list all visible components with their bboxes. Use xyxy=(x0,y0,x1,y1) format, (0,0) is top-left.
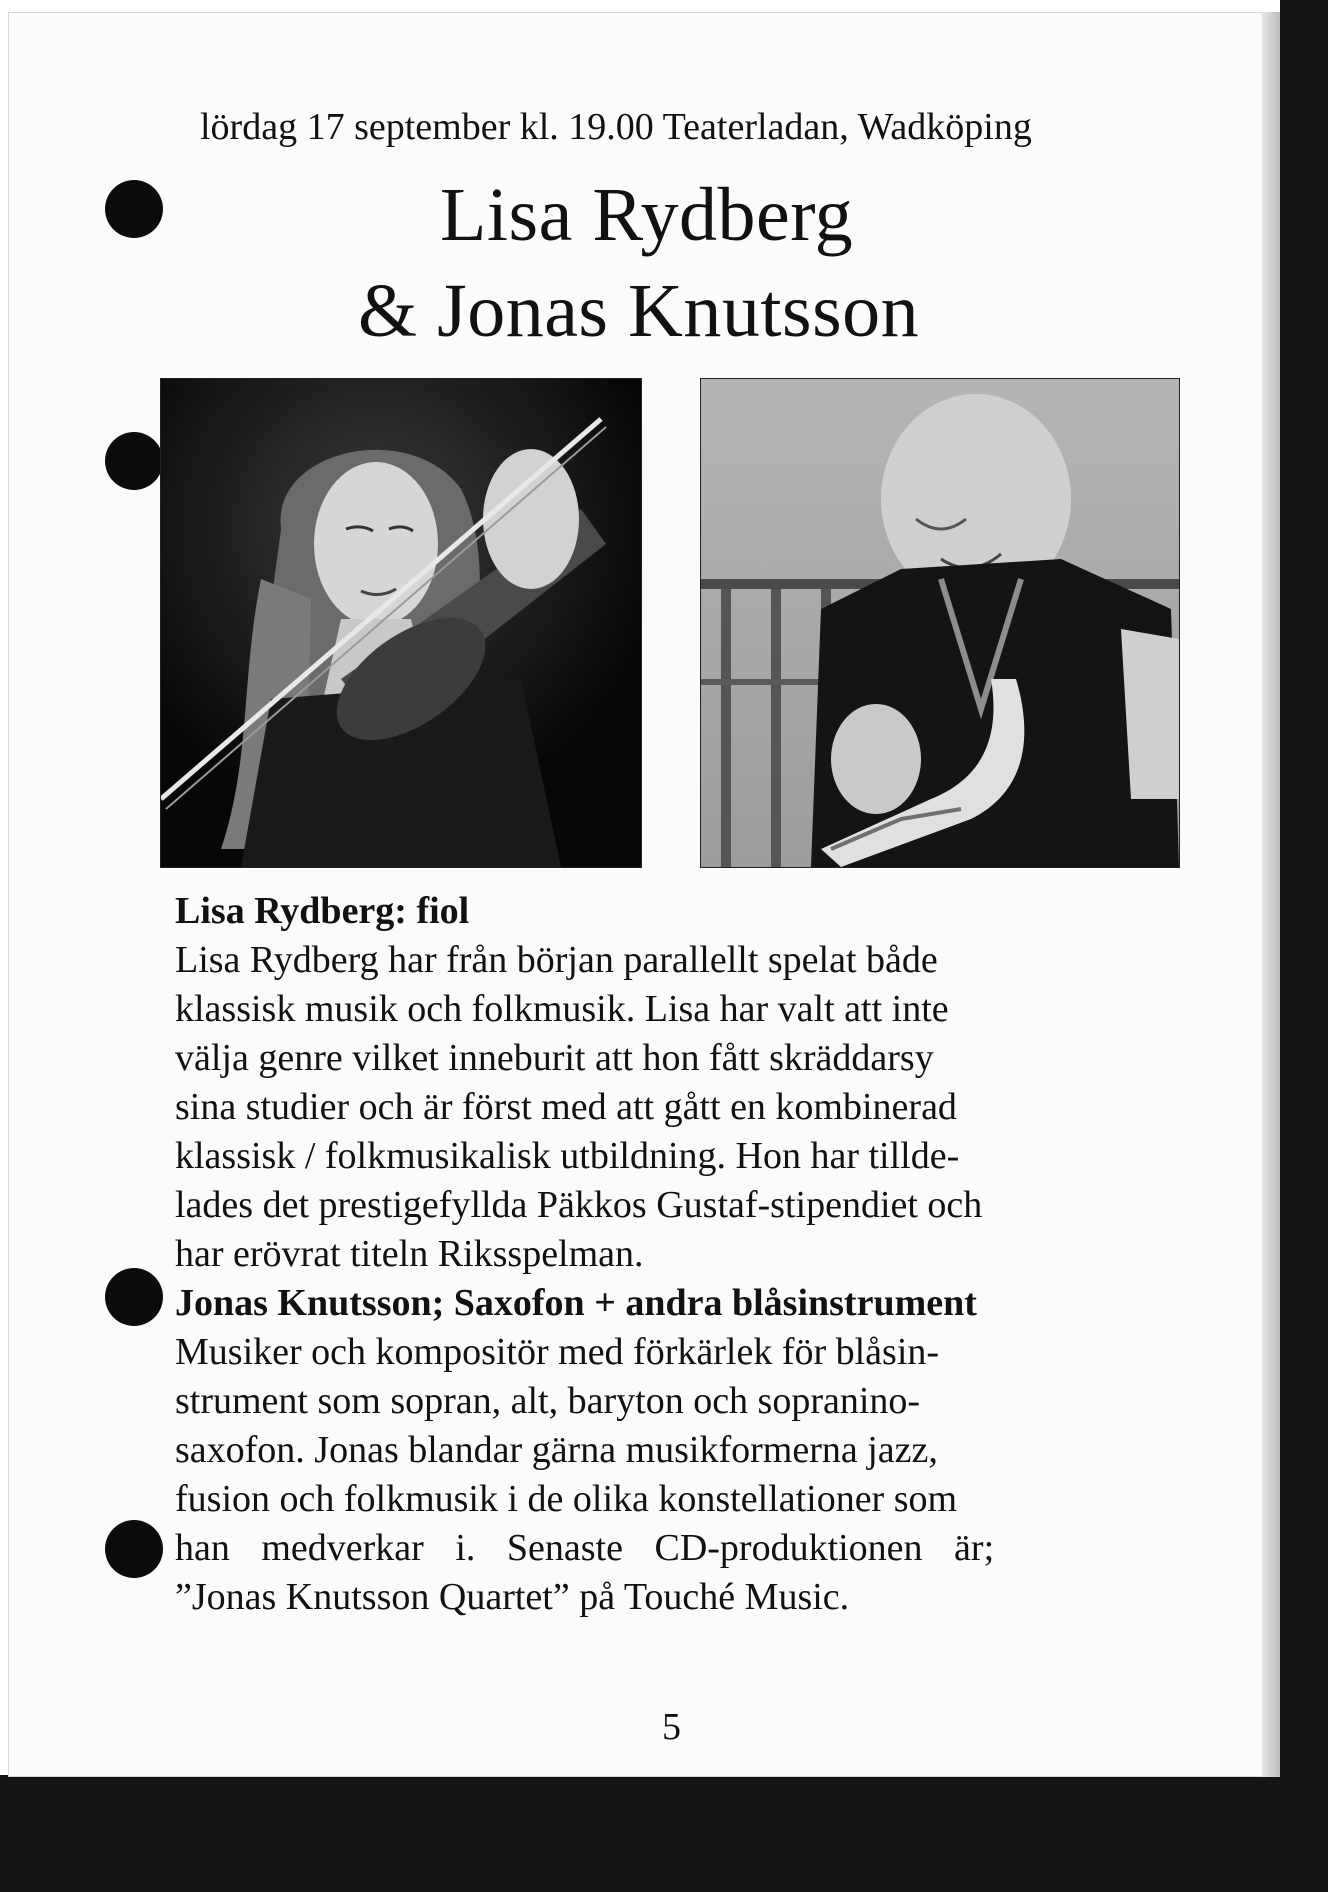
section-heading-jonas: Jonas Knutsson; Saxofon + andra blåsinstrument xyxy=(175,1282,977,1324)
bio-line: klassisk / folkmusikalisk utbildning. Hon har tillde- xyxy=(175,1135,960,1177)
bio-line: ”Jonas Knutsson Quartet” på Touché Music. xyxy=(175,1576,850,1618)
page-number: 5 xyxy=(662,1706,681,1748)
page-title-line-2: & Jonas Knutsson xyxy=(358,269,920,353)
article-body xyxy=(175,887,1170,1622)
bio-line: saxofon. Jonas blandar gärna musikformerna jazz, xyxy=(175,1429,938,1471)
page-title-line-1: Lisa Rydberg xyxy=(440,173,854,257)
photo-jonas-knutsson xyxy=(700,378,1180,868)
punch-hole xyxy=(105,1520,163,1578)
page-edge xyxy=(1262,12,1280,1777)
bio-line: Lisa Rydberg har från början parallellt spelat både xyxy=(175,939,938,981)
bio-line: strument som sopran, alt, baryton och sopranino- xyxy=(175,1380,921,1422)
violinist-illustration xyxy=(161,379,641,867)
bio-line: har erövrat titeln Riksspelman. xyxy=(175,1233,644,1275)
bio-line: Musiker och kompositör med förkärlek för blåsin- xyxy=(175,1331,940,1373)
bio-line: han medverkar i. Senaste CD-produktionen är; xyxy=(175,1527,995,1569)
event-date-location: lördag 17 september kl. 19.00 Teaterladan, Wadköping xyxy=(200,106,1032,148)
scanner-border-bottom xyxy=(0,1775,1328,1892)
bio-line: välja genre vilket inneburit att hon fått skräddarsy xyxy=(175,1037,934,1079)
section-heading-lisa: Lisa Rydberg: fiol xyxy=(175,890,470,932)
bio-line: lades det prestigefyllda Päkkos Gustaf-stipendiet och xyxy=(175,1184,983,1226)
scanner-border-right xyxy=(1280,0,1328,1892)
punch-hole xyxy=(105,432,163,490)
bio-line: fusion och folkmusik i de olika konstellationer som xyxy=(175,1478,958,1520)
bio-line: sina studier och är först med att gått en kombinerad xyxy=(175,1086,957,1128)
punch-hole xyxy=(105,180,163,238)
bio-line: klassisk musik och folkmusik. Lisa har valt att inte xyxy=(175,988,949,1030)
photo-lisa-rydberg xyxy=(160,378,642,868)
saxophonist-illustration xyxy=(701,379,1179,867)
punch-hole xyxy=(105,1268,163,1326)
